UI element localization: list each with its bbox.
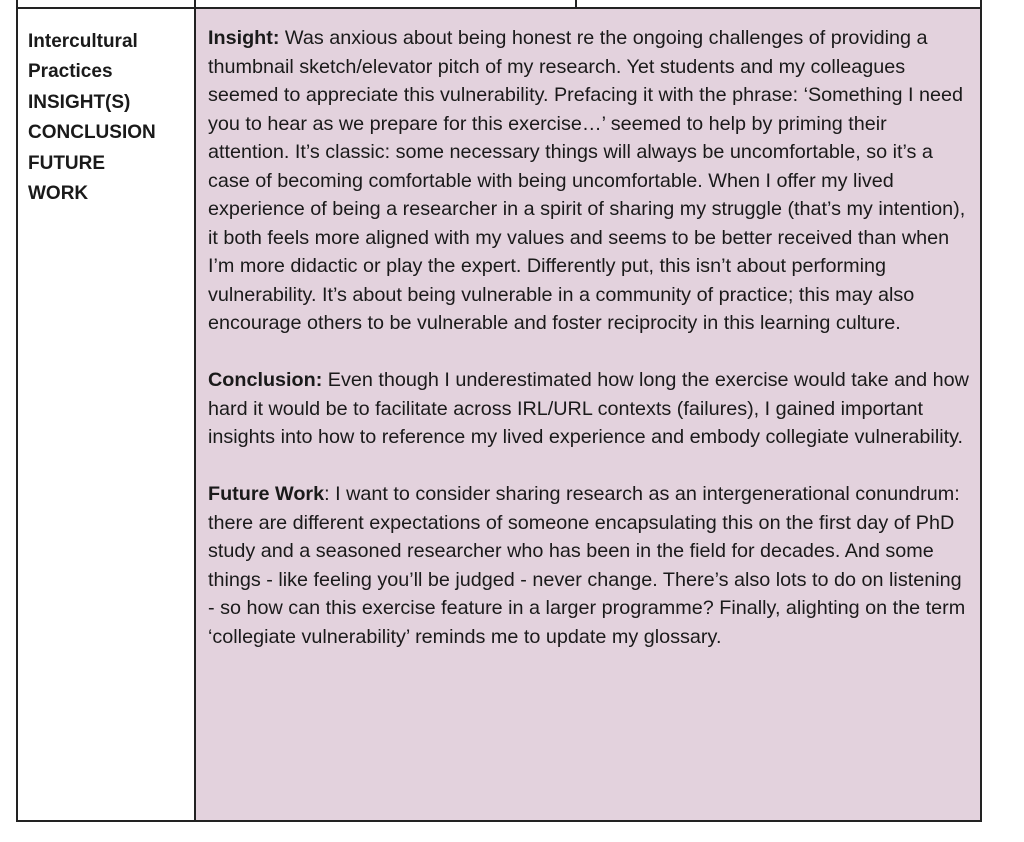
reflection-table: [16, 0, 982, 822]
row-label-line: INSIGHT(S): [28, 91, 131, 113]
row-content-cell: [196, 9, 980, 820]
row-label-line: WORK: [28, 183, 89, 205]
row-label-line: Practices: [28, 61, 113, 83]
row-label: [28, 27, 156, 209]
insight-text: Was anxious about being honest re the ongoing challenges of providing a thumbnail sketch/elevator pitch of my research. Yet students and my colleagues seemed to appreciate this vulnerability. Prefacing it with the phrase: ‘Something I need you to hear as we prepare for this exercise…’ seemed to help by priming their attention. It’s classic: some necessary things will always be uncomfortable, so it’s a case of becoming comfortable with being uncomfortable. When I offer my lived experience of being a researcher in a spirit of sharing my struggle (that’s my intention), it both feels more aligned with my values and seems to be better received than when I’m more didactic or play the expert. Differently put, this isn’t about performing vulnerability. It’s about being vulnerable in a community of practice; this may also encourage others to be vulnerable and foster reciprocity in this learning culture.: [208, 27, 966, 334]
column-divider: [194, 0, 196, 9]
conclusion-paragraph: [208, 366, 970, 452]
row-label-cell: [18, 9, 196, 820]
column-divider: [575, 0, 577, 9]
future-work-paragraph: [208, 480, 970, 651]
future-work-heading: Future Work: [208, 483, 325, 505]
row-label-line: CONCLUSION: [28, 122, 156, 144]
future-work-text: : I want to consider sharing research as an intergenerational conundrum: there are different expectations of someone encapsulating this on the first day of PhD study and a seasoned researcher who has been in the field for decades. And some things - like feeling you’ll be judged - never change. There’s also lots to do on listening - so how can this exercise feature in a larger programme? Finally, alighting on the term ‘collegiate vulnerability’ reminds me to update my glossary.: [208, 483, 966, 648]
table-top-row-fragment: [18, 0, 980, 9]
row-label-line: Intercultural: [28, 31, 138, 52]
insight-paragraph: [208, 24, 970, 338]
row-label-line: FUTURE: [28, 152, 106, 174]
insight-heading: Insight:: [208, 27, 280, 49]
conclusion-heading: Conclusion:: [208, 369, 323, 391]
conclusion-text: Even though I underestimated how long the exercise would take and how hard it would be to facilitate across IRL/URL contexts (failures), I gained important insights into how to reference my lived experience and embody collegiate vulnerability.: [208, 369, 969, 448]
content-body: [208, 24, 970, 680]
